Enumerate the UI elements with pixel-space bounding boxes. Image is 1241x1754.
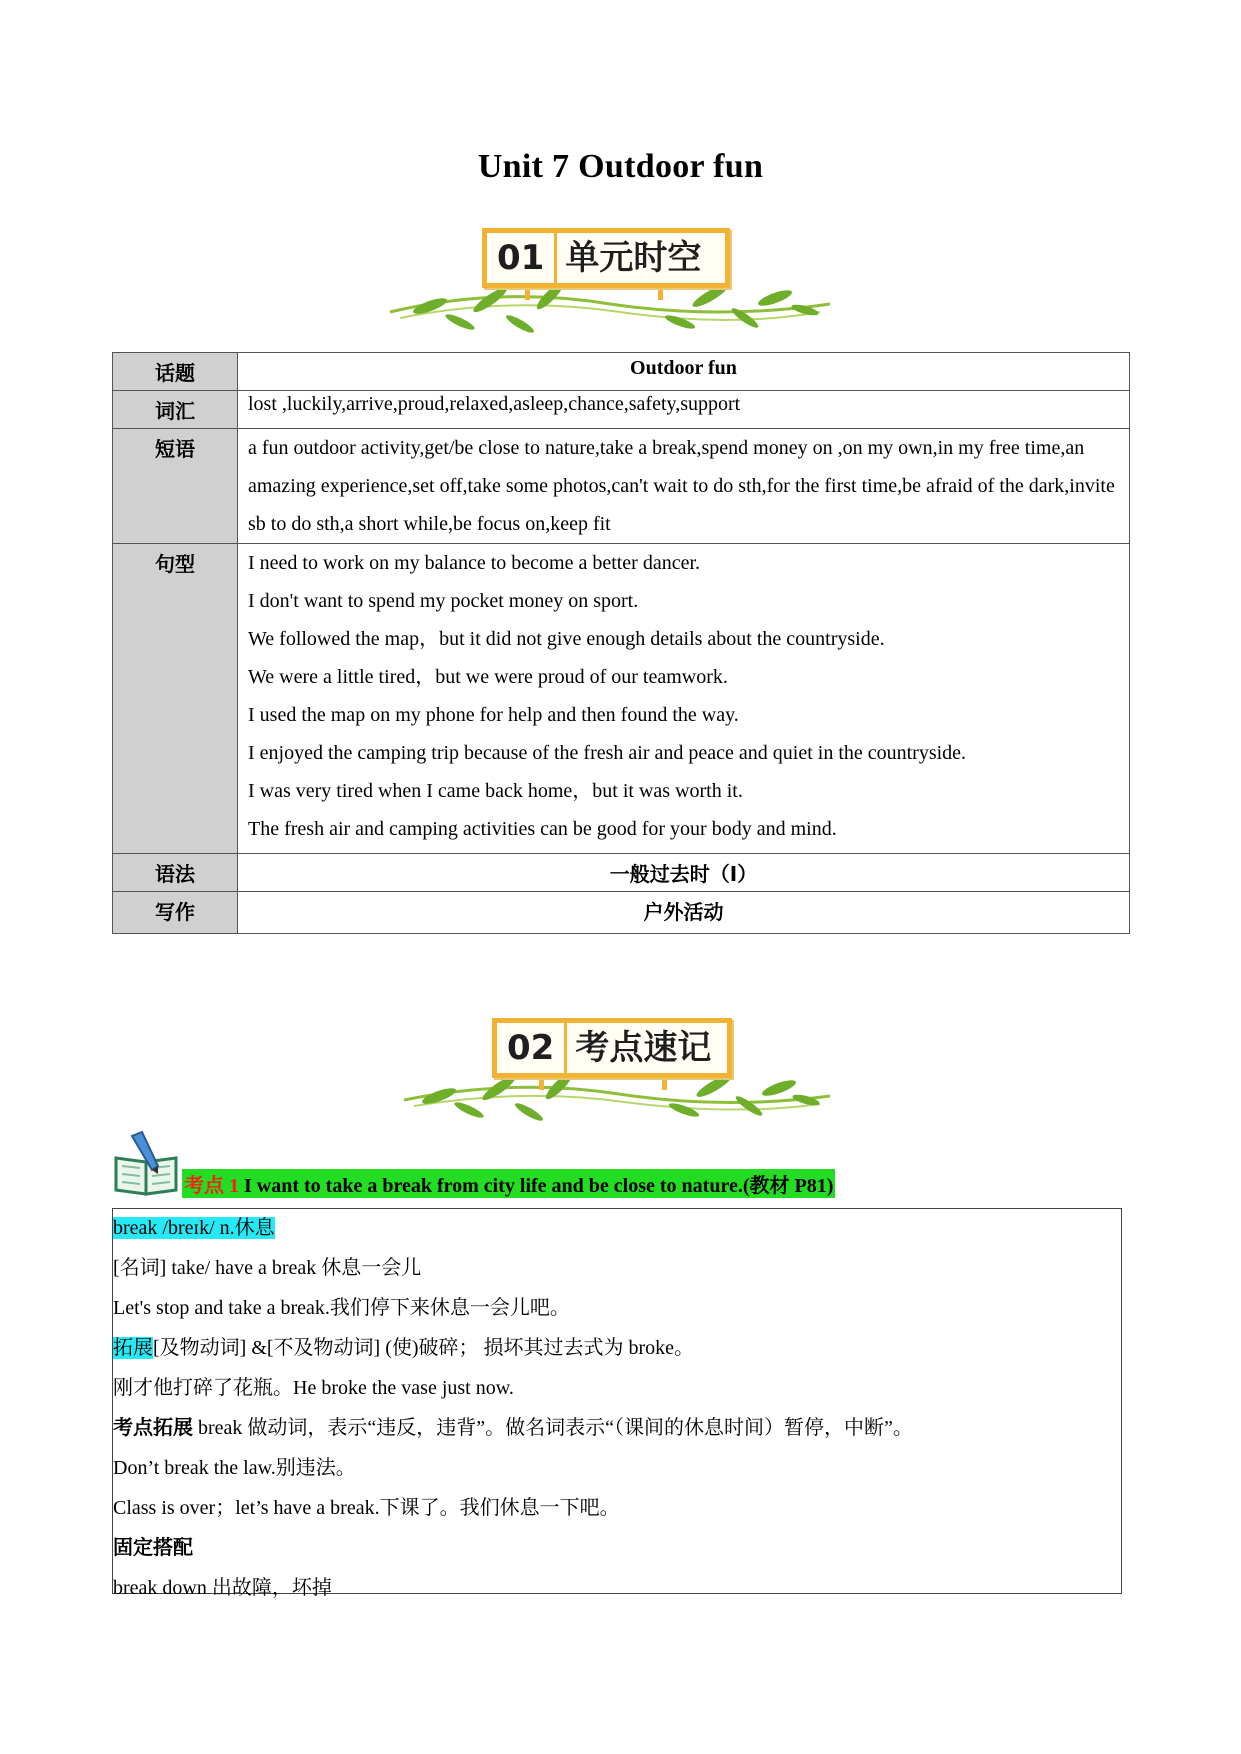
note-line: break down 出故障，坏掉 <box>113 1577 332 1599</box>
vocab-label: 词汇 <box>113 391 238 429</box>
key-point-sentence: I want to take a break from city life and be close to nature.(教材 P81) <box>239 1175 834 1197</box>
grammar-label: 语法 <box>113 854 238 892</box>
note-line <box>113 1409 1121 1449</box>
banner-label: 单元时空 <box>565 238 702 278</box>
sentence-item: I need to work on my balance to become a better dancer. <box>248 552 701 574</box>
table-row <box>113 429 1130 544</box>
key-point-heading <box>112 1130 1122 1198</box>
extension2-text: break 做动词，表示“违反，违背”。做名词表示“（课间的休息时间）暂停，中断”。 <box>193 1417 913 1439</box>
sentence-item: I enjoyed the camping trip because of the fresh air and peace and quiet in the countryside. <box>248 742 967 764</box>
unit-summary-table <box>112 352 1130 934</box>
writing-value: 户外活动 <box>238 892 1130 934</box>
grammar-value: 一般过去时（Ⅰ） <box>238 854 1130 892</box>
sentence-item: The fresh air and camping activities can be good for your body and mind. <box>248 818 837 840</box>
phrases-value: a fun outdoor activity,get/be close to nature,take a break,spend money on ,on my own,in my free time,an amazing experience,set off,take some photos,can't wait to do sth,for the first time,be afraid of the dark,invite sb to do sth,a short while,be focus on,keep fit <box>238 429 1130 544</box>
note-line: Class is over；let’s have a break.下课了。我们休息一下吧。 <box>113 1497 620 1519</box>
note-line: 刚才他打碎了花瓶。He broke the vase just now. <box>113 1377 514 1399</box>
word-entry: break /breɪk/ n.休息 <box>113 1217 275 1239</box>
section-banner-01 <box>380 226 840 336</box>
fixed-collocation-label: 固定搭配 <box>113 1537 193 1559</box>
topic-label: 话题 <box>113 353 238 391</box>
extension2-label: 考点拓展 <box>113 1417 193 1439</box>
page-title: Unit 7 Outdoor fun <box>477 148 764 185</box>
note-line: [名词] take/ have a break 休息一会儿 <box>113 1257 422 1279</box>
sentence-item: We were a little tired，but we were proud of our teamwork. <box>248 666 728 688</box>
writing-label: 写作 <box>113 892 238 934</box>
banner-label: 考点速记 <box>575 1028 712 1068</box>
key-point-number: 1 <box>229 1175 239 1197</box>
note-line <box>113 1329 1121 1369</box>
table-row <box>113 544 1130 854</box>
key-point-tag: 考点 <box>184 1173 224 1197</box>
sentences-label: 句型 <box>113 544 238 854</box>
sentence-item: I was very tired when I came back home，but it was worth it. <box>248 780 743 802</box>
banner-number: 01 <box>497 233 557 283</box>
table-row <box>113 353 1130 391</box>
section-banner-02 <box>394 1016 840 1126</box>
extension-label: 拓展 <box>113 1337 153 1359</box>
key-point-title <box>182 1169 835 1198</box>
note-line: Don’t break the law.别违法。 <box>113 1457 356 1479</box>
banner-number: 02 <box>507 1023 567 1073</box>
note-line: Let's stop and take a break.我们停下来休息一会儿吧。 <box>113 1297 570 1319</box>
table-row <box>113 854 1130 892</box>
sentence-item: I used the map on my phone for help and then found the way. <box>248 704 739 726</box>
key-point-notes <box>112 1208 1122 1599</box>
extension-text: [及物动词] &[不及物动词] (使)破碎； 损坏其过去式为 broke。 <box>153 1337 695 1359</box>
book-pencil-icon <box>112 1130 184 1196</box>
table-row <box>113 391 1130 429</box>
vocab-value: lost ,luckily,arrive,proud,relaxed,asleep,chance,safety,support <box>238 391 1130 429</box>
sentences-list <box>238 544 1130 854</box>
topic-value: Outdoor fun <box>238 353 1130 391</box>
phrases-label: 短语 <box>113 429 238 544</box>
table-row <box>113 892 1130 934</box>
sentence-item: I don't want to spend my pocket money on sport. <box>248 590 639 612</box>
note-line <box>113 1209 1121 1249</box>
sentence-item: We followed the map，but it did not give enough details about the countryside. <box>248 628 885 650</box>
